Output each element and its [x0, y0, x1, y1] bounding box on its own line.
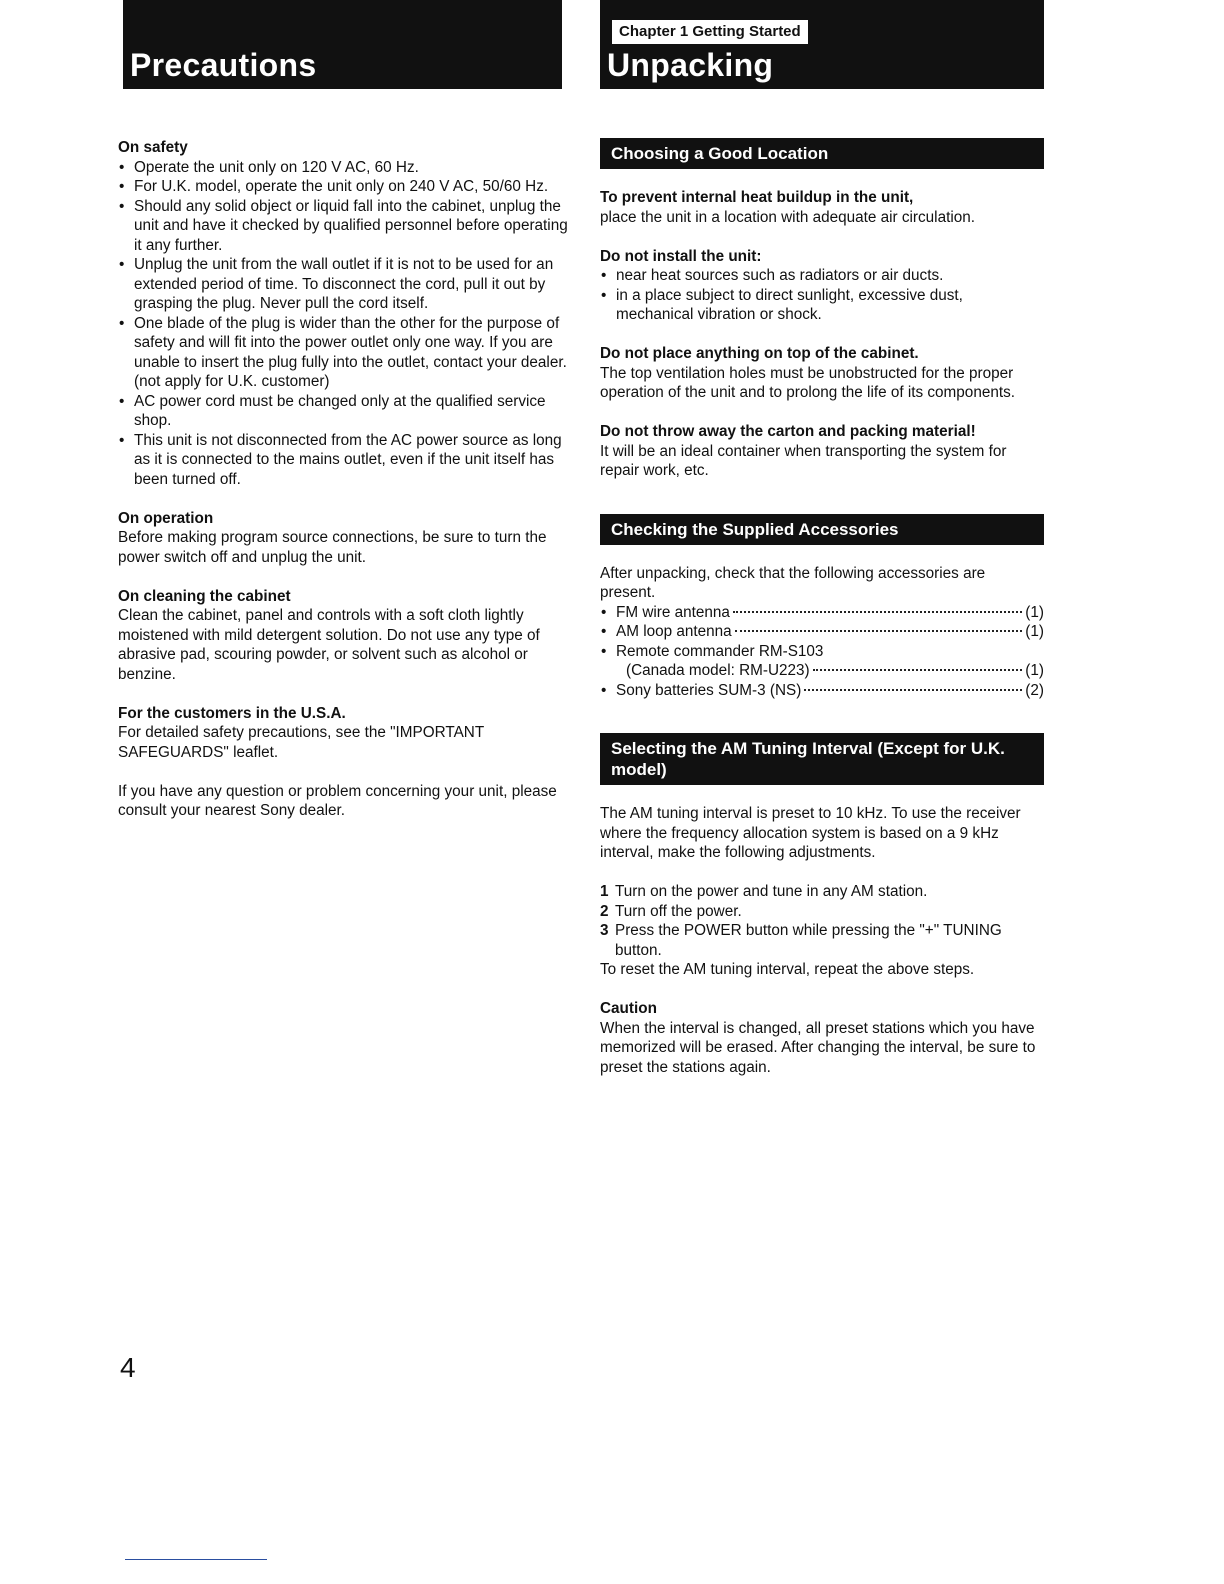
- step-text: Press the POWER button while pressing the "+" TUNING button.: [615, 922, 1002, 959]
- location-section-bar: Choosing a Good Location: [600, 138, 1044, 169]
- dot-leader: [813, 669, 1023, 671]
- step-item: [600, 902, 1044, 922]
- caution-heading: Caution: [600, 1000, 657, 1017]
- dot-leader: [735, 630, 1023, 632]
- operation-text: Before making program source connections, be sure to turn the power switch off and unplug the unit.: [118, 529, 547, 566]
- accessory-name: • Remote commander RM-S103: [616, 642, 824, 660]
- accessory-qty: (1): [1025, 662, 1044, 679]
- accessory-qty: (1): [1025, 603, 1044, 621]
- usa-section: [118, 704, 568, 763]
- am-interval-intro-section: [600, 804, 1044, 863]
- list-item: • This unit is not disconnected from the AC power source as long as it is connected to the mains outlet, even if the unit itself has been turned off.: [118, 431, 568, 490]
- operation-section: [118, 509, 568, 568]
- chapter-label: Chapter 1 Getting Started: [612, 20, 808, 44]
- accessories-section: [600, 564, 1044, 701]
- install-list: [600, 266, 1044, 325]
- usa-text: For detailed safety precautions, see the "IMPORTANT SAFEGUARDS" leaflet.: [118, 724, 484, 761]
- am-interval-steps-section: [600, 882, 1044, 980]
- carton-section: [600, 422, 1044, 481]
- dot-leader: [733, 611, 1022, 613]
- unpacking-title: Unpacking: [607, 47, 774, 83]
- list-item: • Operate the unit only on 120 V AC, 60 Hz.: [118, 158, 568, 178]
- step-item: [600, 882, 1044, 902]
- step-text: Turn on the power and tune in any AM station.: [615, 883, 928, 900]
- precautions-banner: [123, 0, 562, 89]
- accessory-name: • FM wire antenna: [616, 603, 730, 621]
- accessories-intro: After unpacking, check that the following accessories are present.: [600, 564, 986, 601]
- reset-text: To reset the AM tuning interval, repeat the above steps.: [600, 961, 975, 978]
- cleaning-text: Clean the cabinet, panel and controls with a soft cloth lightly moistened with mild detergent solution. Do not use any type of abrasive pad, scouring powder, or solvent such as alcohol or benzine.: [118, 607, 540, 683]
- list-item: [600, 642, 1044, 681]
- list-item: [600, 681, 1044, 701]
- list-item: • Should any solid object or liquid fall into the cabinet, unplug the unit and have it checked by qualified personnel before operating it any further.: [118, 197, 568, 256]
- list-item: • in a place subject to direct sunlight, excessive dust, mechanical vibration or shock.: [600, 286, 1044, 325]
- precautions-title: Precautions: [130, 47, 317, 83]
- list-item: • For U.K. model, operate the unit only on 240 V AC, 50/60 Hz.: [118, 177, 568, 197]
- caution-section: [600, 999, 1044, 1077]
- am-interval-section-bar: Selecting the AM Tuning Interval (Except for U.K. model): [600, 733, 1044, 785]
- operation-heading: On operation: [118, 509, 214, 527]
- accessory-qty: (2): [1025, 681, 1044, 699]
- step-item: [600, 921, 1044, 960]
- step-number: 3: [600, 922, 609, 939]
- list-item: [600, 622, 1044, 642]
- cleaning-heading: On cleaning the cabinet: [118, 587, 291, 605]
- accessory-name: • Sony batteries SUM-3 (NS): [616, 681, 802, 699]
- list-item: • AC power cord must be changed only at the qualified service shop.: [118, 392, 568, 431]
- install-section: [600, 247, 1044, 325]
- top-section: [600, 344, 1044, 403]
- dot-leader: [804, 689, 1022, 691]
- carton-text: It will be an ideal container when transporting the system for repair work, etc.: [600, 442, 1007, 479]
- am-interval-steps: [600, 882, 1044, 960]
- safety-list: [118, 158, 568, 490]
- safety-heading: On safety: [118, 139, 188, 156]
- accessories-list: [600, 603, 1044, 701]
- unpacking-column: [600, 138, 1044, 1097]
- am-interval-intro: The AM tuning interval is preset to 10 kHz. To use the receiver where the frequency allocation system is based on a 9 kHz interval, make the following adjustments.: [600, 805, 1021, 861]
- unpacking-banner: [600, 0, 1044, 89]
- closing-text: If you have any question or problem concerning your unit, please consult your nearest Sony dealer.: [118, 782, 557, 819]
- safety-section: [118, 138, 568, 489]
- list-item: • One blade of the plug is wider than the other for the purpose of safety and will fit into the power outlet only one way. If you are unable to insert the plug fully into the outlet, contact your dealer. (not apply for U.K. customer): [118, 314, 568, 392]
- heat-heading: To prevent internal heat buildup in the unit,: [600, 189, 914, 206]
- footer-rule: [125, 1559, 267, 1560]
- caution-text: When the interval is changed, all preset stations which you have memorized will be erased. After changing the interval, be sure to preset the stations again.: [600, 1019, 1036, 1076]
- step-text: Turn off the power.: [615, 902, 742, 920]
- carton-heading: Do not throw away the carton and packing material!: [600, 423, 976, 440]
- usa-heading: For the customers in the U.S.A.: [118, 704, 346, 722]
- top-text: The top ventilation holes must be unobstructed for the proper operation of the unit and to prolong the life of its components.: [600, 364, 1015, 401]
- accessory-qty: (1): [1025, 623, 1044, 640]
- accessory-name: • AM loop antenna: [616, 623, 732, 640]
- step-number: 2: [600, 902, 609, 920]
- list-item: [600, 603, 1044, 623]
- cleaning-section: [118, 587, 568, 685]
- heat-text: place the unit in a location with adequate air circulation.: [600, 208, 976, 226]
- list-item: • near heat sources such as radiators or air ducts.: [600, 266, 1044, 286]
- step-number: 1: [600, 883, 609, 900]
- page-number: 4: [120, 1352, 136, 1383]
- list-item: • Unplug the unit from the wall outlet if it is not to be used for an extended period of time. To disconnect the cord, pull it out by grasping the plug. Never pull the cord itself.: [118, 255, 568, 314]
- accessories-section-bar: Checking the Supplied Accessories: [600, 514, 1044, 545]
- heat-section: [600, 188, 1044, 227]
- install-heading: Do not install the unit:: [600, 247, 762, 265]
- top-heading: Do not place anything on top of the cabinet.: [600, 345, 919, 362]
- accessory-subname: (Canada model: RM-U223): [626, 662, 810, 679]
- precautions-column: [118, 138, 568, 821]
